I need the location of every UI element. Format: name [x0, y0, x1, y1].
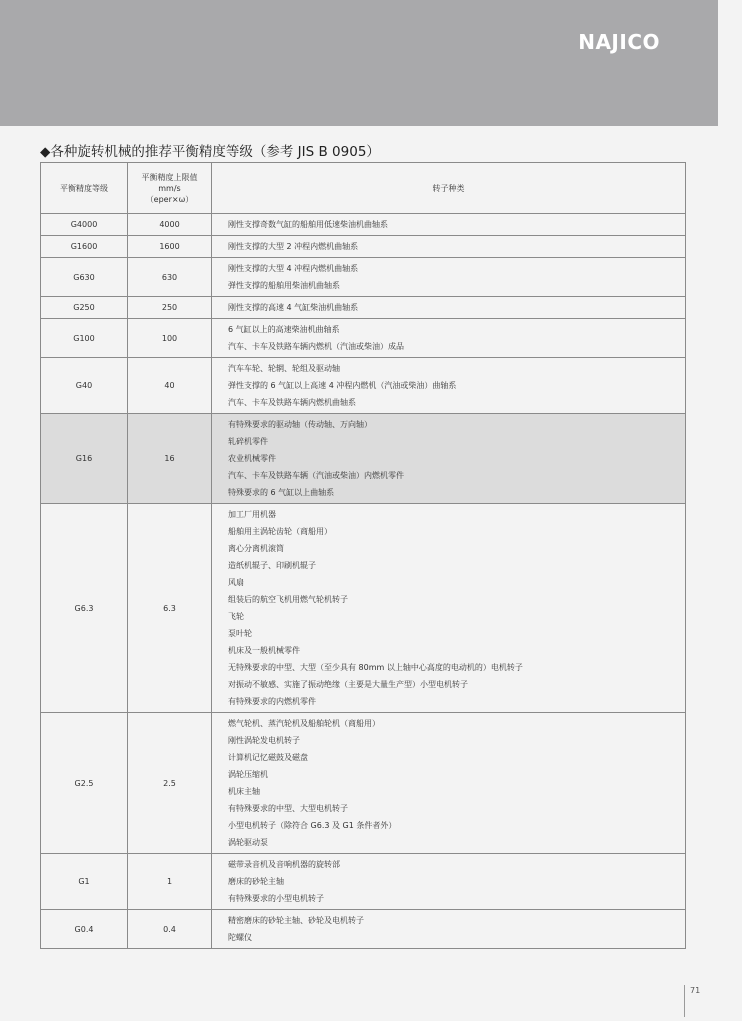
rotor-type-cell [212, 258, 686, 297]
rotor-type-cell [212, 910, 686, 949]
balance-grade-table [40, 162, 686, 949]
table-row [41, 358, 686, 414]
rotor-type-item: 有特殊要求的内燃机零件 [228, 697, 316, 706]
grade-cell: G1600 [41, 236, 128, 258]
limit-cell: 100 [128, 319, 212, 358]
grade-cell: G6.3 [41, 504, 128, 713]
brand-logo: NAJICO [578, 30, 660, 54]
grade-cell: G0.4 [41, 910, 128, 949]
rotor-type-item: 离心分离机滚筒 [228, 544, 284, 553]
rotor-type-item: 汽车、卡车及铁路车辆（汽油或柴油）内燃机零件 [228, 471, 404, 480]
rotor-type-cell [212, 414, 686, 504]
rotor-type-item: 机床及一般机械零件 [228, 646, 300, 655]
rotor-type-cell [212, 319, 686, 358]
table-row [41, 854, 686, 910]
grade-cell: G4000 [41, 214, 128, 236]
section-title: ◆各种旋转机械的推荐平衡精度等级（参考 JIS B 0905） [40, 144, 380, 160]
table-row [41, 504, 686, 713]
header-limit [128, 163, 212, 214]
rotor-type-cell [212, 504, 686, 713]
rotor-type-item: 汽车车轮、轮辋、轮组及驱动轴 [228, 364, 340, 373]
rotor-type-item: 有特殊要求的小型电机转子 [228, 894, 324, 903]
rotor-type-item: 精密磨床的砂轮主轴、砂轮及电机转子 [228, 916, 364, 925]
limit-cell: 40 [128, 358, 212, 414]
limit-cell: 2.5 [128, 713, 212, 854]
rotor-type-item: 6 气缸以上的高速柴油机曲轴系 [228, 325, 340, 334]
rotor-type-cell [212, 358, 686, 414]
rotor-type-item: 组装后的航空飞机用燃气轮机转子 [228, 595, 348, 604]
grade-cell: G100 [41, 319, 128, 358]
rotor-type-item: 涡轮压缩机 [228, 770, 268, 779]
header-limit-line2: mm/s [158, 183, 181, 193]
rotor-type-item: 对振动不敏感、实施了振动绝缘（主要是大量生产型）小型电机转子 [228, 680, 468, 689]
rotor-type-item: 刚性涡轮发电机转子 [228, 736, 300, 745]
table-row [41, 258, 686, 297]
table-row [41, 297, 686, 319]
limit-cell: 250 [128, 297, 212, 319]
rotor-type-cell [212, 236, 686, 258]
grade-cell: G2.5 [41, 713, 128, 854]
limit-cell: 0.4 [128, 910, 212, 949]
rotor-type-item: 小型电机转子（除符合 G6.3 及 G1 条件者外） [228, 821, 397, 830]
rotor-type-item: 飞轮 [228, 612, 244, 621]
rotor-type-item: 磁带录音机及音响机器的旋转部 [228, 860, 340, 869]
rotor-type-item: 泵叶轮 [228, 629, 252, 638]
limit-cell: 16 [128, 414, 212, 504]
table-body [41, 214, 686, 949]
rotor-type-item: 磨床的砂轮主轴 [228, 877, 284, 886]
rotor-type-item: 风扇 [228, 578, 244, 587]
grade-cell: G1 [41, 854, 128, 910]
header-limit-line1: 平衡精度上限值 [141, 172, 198, 182]
rotor-type-item: 弹性支撑的船舶用柴油机曲轴系 [228, 281, 340, 290]
rotor-type-item: 弹性支撑的 6 气缸以上高速 4 冲程内燃机（汽油或柴油）曲轴系 [228, 381, 457, 390]
rotor-type-item: 农业机械零件 [228, 454, 276, 463]
rotor-type-item: 特殊要求的 6 气缸以上曲轴系 [228, 488, 335, 497]
table-row [41, 414, 686, 504]
page-number: 71 [690, 986, 701, 995]
table-row [41, 319, 686, 358]
limit-cell: 1 [128, 854, 212, 910]
limit-cell: 630 [128, 258, 212, 297]
table-row [41, 236, 686, 258]
rotor-type-item: 陀螺仪 [228, 933, 252, 942]
rotor-type-item: 涡轮驱动泵 [228, 838, 268, 847]
limit-cell: 4000 [128, 214, 212, 236]
grade-cell: G630 [41, 258, 128, 297]
table-row [41, 214, 686, 236]
rotor-type-item: 轧碎机零件 [228, 437, 268, 446]
rotor-type-item: 汽车、卡车及铁路车辆内燃机（汽油或柴油）成品 [228, 342, 404, 351]
rotor-type-item: 计算机记忆磁鼓及磁盘 [228, 753, 308, 762]
rotor-type-item: 刚性支撑的大型 4 冲程内燃机曲轴系 [228, 264, 359, 273]
rotor-type-item: 机床主轴 [228, 787, 260, 796]
grade-cell: G40 [41, 358, 128, 414]
rotor-type-cell [212, 713, 686, 854]
rotor-type-item: 无特殊要求的中型、大型（至少具有 80mm 以上轴中心高度的电动机的）电机转子 [228, 663, 523, 672]
header-rotor-type: 转子种类 [212, 163, 686, 214]
rotor-type-cell [212, 214, 686, 236]
table-row [41, 910, 686, 949]
grade-cell: G250 [41, 297, 128, 319]
header-grade: 平衡精度等级 [41, 163, 128, 214]
rotor-type-item: 燃气轮机、蒸汽轮机及船舶轮机（商船用） [228, 719, 380, 728]
limit-cell: 1600 [128, 236, 212, 258]
rotor-type-item: 刚性支撑的大型 2 冲程内燃机曲轴系 [228, 242, 359, 251]
table-row [41, 713, 686, 854]
page-number-rule [684, 985, 685, 1017]
rotor-type-item: 刚性支撑的高速 4 气缸柴油机曲轴系 [228, 303, 359, 312]
rotor-type-cell [212, 297, 686, 319]
header-limit-line3: （eper×ω） [145, 194, 194, 204]
rotor-type-item: 汽车、卡车及铁路车辆内燃机曲轴系 [228, 398, 356, 407]
rotor-type-item: 造纸机辊子、印刷机辊子 [228, 561, 316, 570]
header-band [0, 0, 718, 126]
limit-cell: 6.3 [128, 504, 212, 713]
rotor-type-cell [212, 854, 686, 910]
grade-cell: G16 [41, 414, 128, 504]
rotor-type-item: 船舶用主涡轮齿轮（商船用） [228, 527, 332, 536]
rotor-type-item: 加工厂用机器 [228, 510, 276, 519]
rotor-type-item: 有特殊要求的中型、大型电机转子 [228, 804, 348, 813]
table-header-row [41, 163, 686, 214]
rotor-type-item: 有特殊要求的驱动轴（传动轴、万向轴） [228, 420, 372, 429]
rotor-type-item: 刚性支撑奇数气缸的船舶用低速柴油机曲轴系 [228, 220, 388, 229]
